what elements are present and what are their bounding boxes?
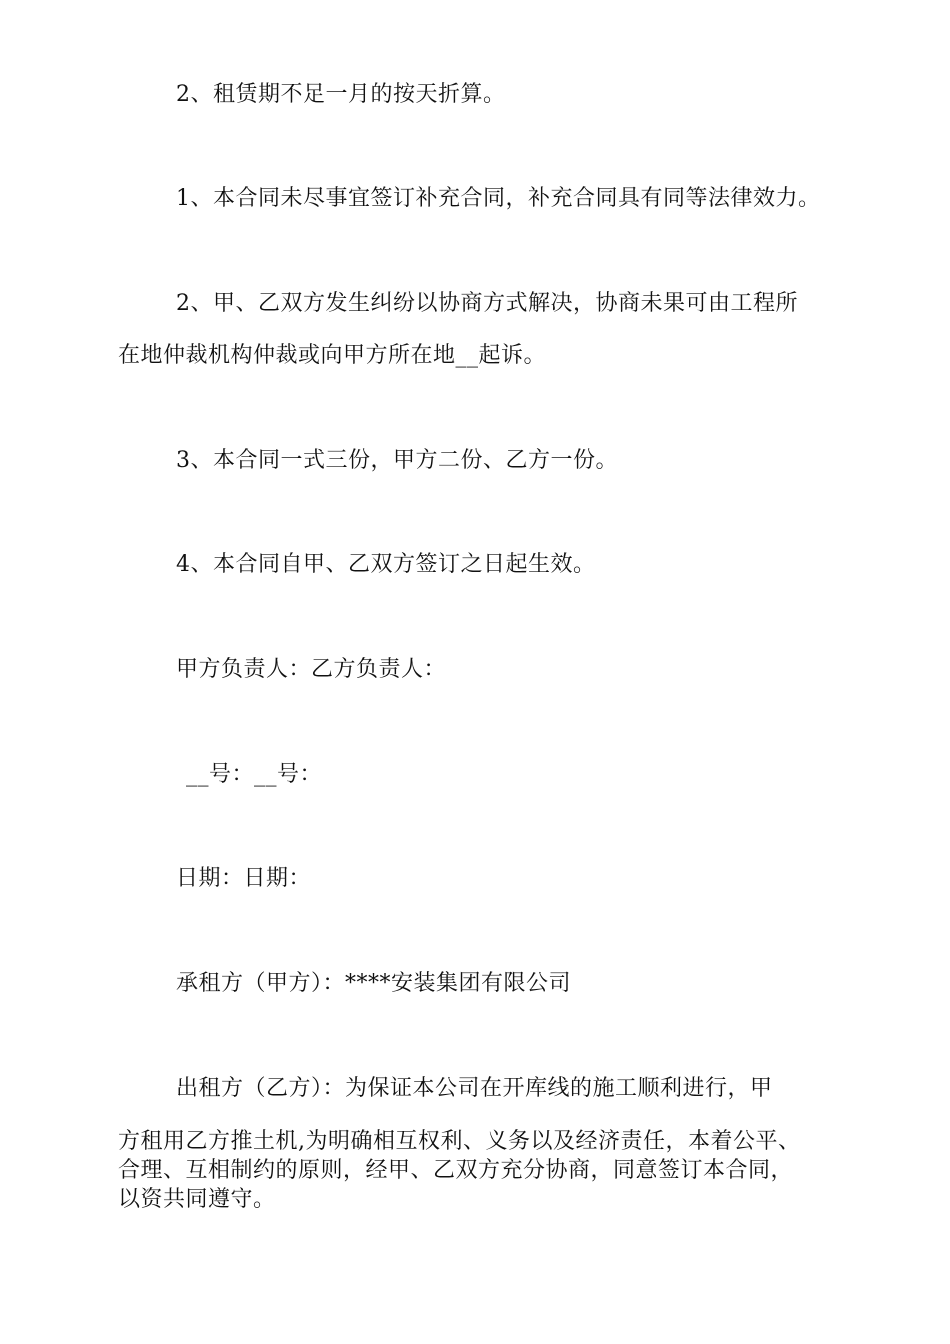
lessor-party-b-line2: 方租用乙方推土机,为明确相互权利、义务以及经济责任，本着公平、 xyxy=(118,1129,801,1154)
clause-rental-period-daily: 2、租赁期不足一月的按天折算。 xyxy=(176,82,506,107)
clause-effective-date: 4、本合同自甲、乙双方签订之日起生效。 xyxy=(176,552,596,577)
clause-dispute-resolution-line2: 在地仲裁机构仲裁或向甲方所在地__起诉。 xyxy=(118,343,547,368)
lessor-party-b-line1: 出租方（乙方）：为保证本公司在开库线的施工顺利进行，甲 xyxy=(176,1076,773,1101)
clause-supplementary-contract: 1、本合同未尽事宜签订补充合同，补充合同具有同等法律效力。 xyxy=(176,186,821,211)
signature-dates: 日期：日期： xyxy=(176,866,312,891)
lessee-party-a: 承租方（甲方）：****安装集团有限公司 xyxy=(176,971,572,996)
clause-dispute-resolution-line1: 2、甲、乙双方发生纠纷以协商方式解决，协商未果可由工程所 xyxy=(176,291,798,316)
signature-numbers: __号：__号： xyxy=(186,762,323,787)
clause-copies: 3、本合同一式三份，甲方二份、乙方一份。 xyxy=(176,448,618,473)
lessor-party-b-line4: 以资共同遵守。 xyxy=(118,1187,276,1212)
signature-responsible-persons: 甲方负责人：乙方负责人： xyxy=(176,657,447,682)
lessor-party-b-line3: 合理、互相制约的原则，经甲、乙双方充分协商，同意签订本合同， xyxy=(118,1158,794,1183)
